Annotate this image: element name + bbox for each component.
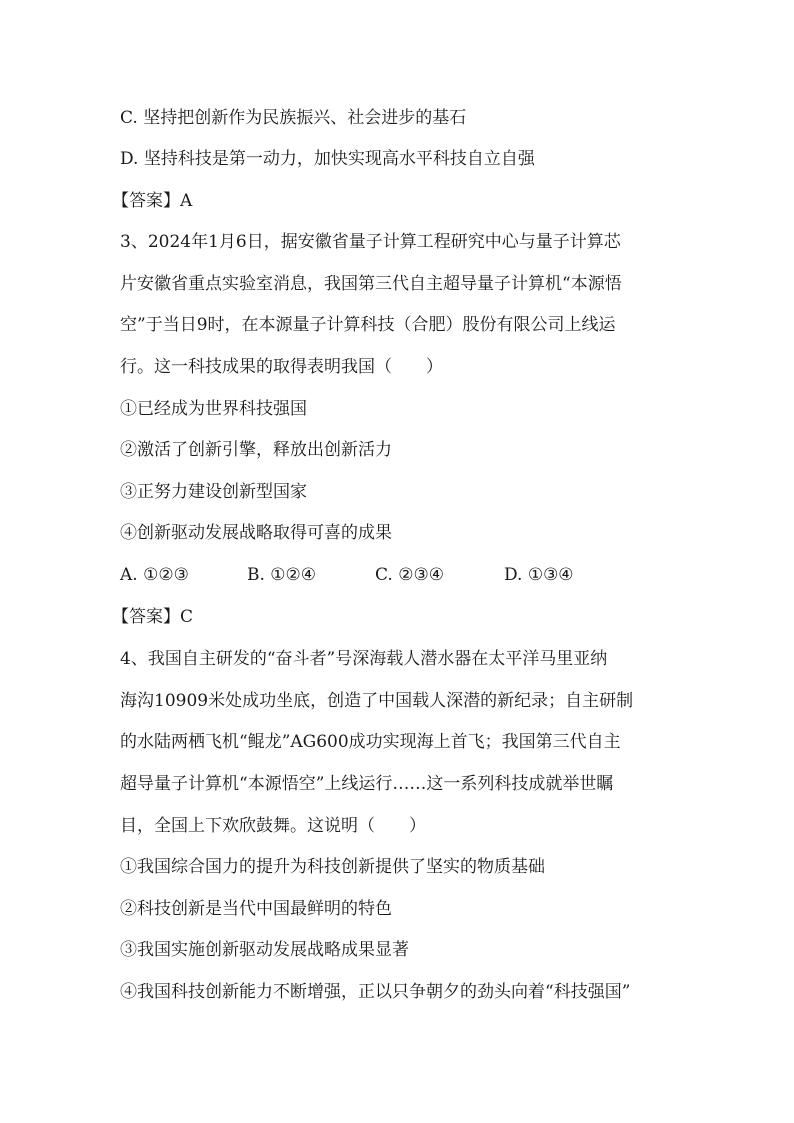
q3-options-row: [120, 563, 680, 587]
q4-statement-2: ②科技创新是当代中国最鲜明的特色: [120, 899, 392, 919]
q3-statement-1: ①已经成为世界科技强国: [120, 399, 307, 419]
q3-option-b: B. ①②④: [247, 565, 317, 585]
q3-answer: 【答案】C: [112, 607, 194, 627]
q3-stem-line: 片安徽省重点实验室消息，我国第三代自主超导量子计算机“本源悟: [120, 274, 622, 294]
q3-option-d: D. ①③④: [504, 565, 574, 585]
q4-statement-4: ④我国科技创新能力不断增强，正以只争朝夕的劲头向着“科技强国”: [120, 982, 631, 1002]
q3-stem-line: 行。这一科技成果的取得表明我国（ ）: [120, 357, 443, 377]
q2-option-d: D. 坚持科技是第一动力，加快实现高水平科技自立自强: [120, 149, 535, 169]
q3-statement-3: ③正努力建设创新型国家: [120, 482, 307, 502]
q3-statement-4: ④创新驱动发展战略取得可喜的成果: [120, 523, 392, 543]
q4-stem-line: 目，全国上下欢欣鼓舞。这说明（ ）: [120, 816, 426, 836]
q4-stem-line: 的水陆两栖飞机“鲲龙”AG600成功实现海上首飞；我国第三代自主: [120, 732, 621, 752]
q2-option-c: C. 坚持把创新作为民族振兴、社会进步的基石: [120, 108, 467, 128]
q3-option-c: C. ②③④: [375, 565, 444, 585]
q4-stem-line: 4、我国自主研发的“奋斗者”号深海载人潜水器在太平洋马里亚纳: [120, 649, 608, 669]
q2-answer: 【答案】A: [112, 191, 193, 211]
q4-statement-1: ①我国综合国力的提升为科技创新提供了坚实的物质基础: [120, 857, 545, 877]
q3-option-a: A. ①②③: [120, 565, 189, 585]
q4-stem-line: 超导量子计算机“本源悟空”上线运行……这一系列科技成就举世瞩: [120, 774, 614, 794]
q4-statement-3: ③我国实施创新驱动发展战略成果显著: [120, 940, 409, 960]
q3-stem-line: 3、2024年1月6日，据安徽省量子计算工程研究中心与量子计算芯: [120, 232, 621, 252]
q4-stem-line: 海沟10909米处成功坐底，创造了中国载人深潜的新纪录；自主研制: [120, 691, 634, 711]
q3-stem-line: 空”于当日9时，在本源量子计算科技（合肥）股份有限公司上线运: [120, 315, 616, 335]
q3-statement-2: ②激活了创新引擎，释放出创新活力: [120, 440, 392, 460]
